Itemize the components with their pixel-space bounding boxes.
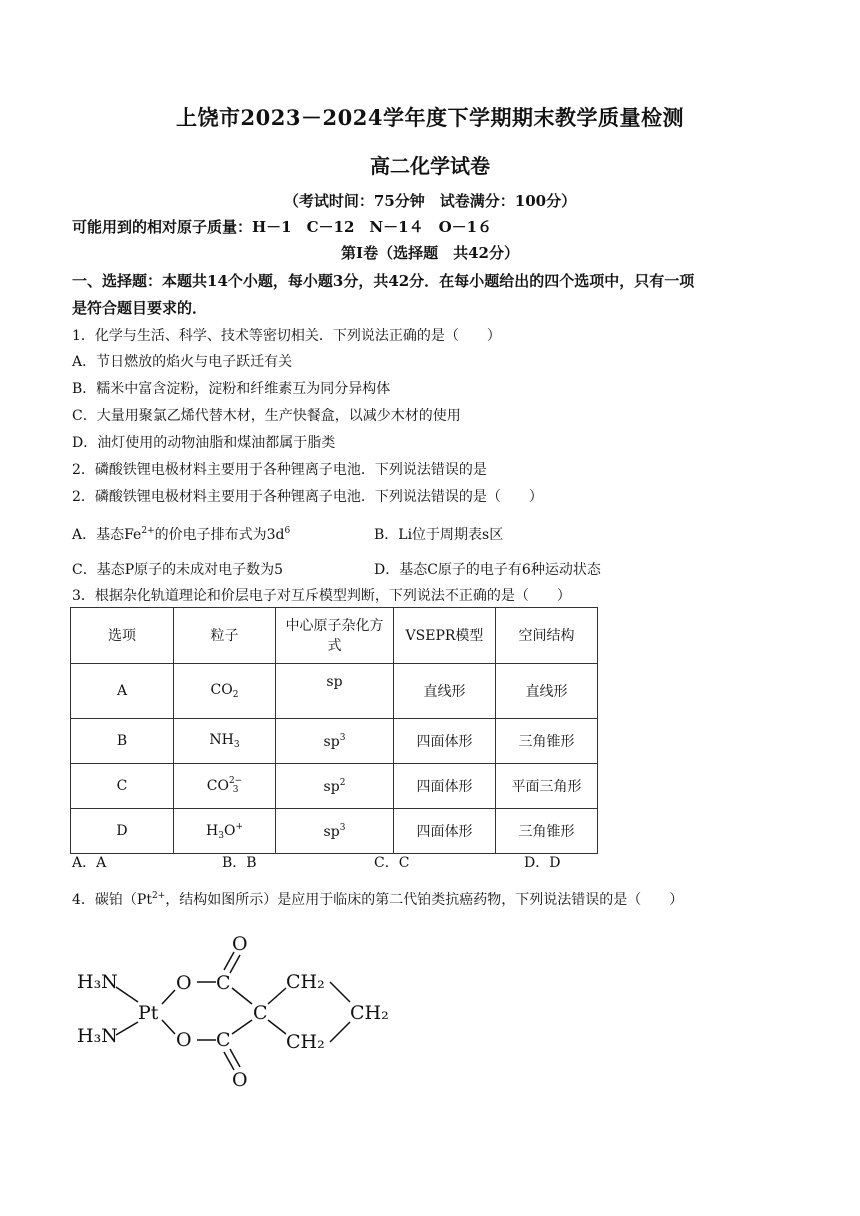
carbonyl-carbon-top: C xyxy=(216,972,231,994)
carbonyl-carbon-bottom: C xyxy=(216,1029,231,1051)
cell-hybridization: $sp^3$ xyxy=(276,809,394,854)
ch2-top-label: CH₂ xyxy=(286,971,325,993)
carboplatin-structure xyxy=(72,930,402,1095)
oxygen-bottom-label: O xyxy=(176,1029,192,1051)
exam-title: 上饶市2023－2024学年度下学期期末教学质量检测 xyxy=(176,105,684,130)
q3-answer-b: B．B xyxy=(222,855,257,871)
carbonyl-oxygen-bottom: O xyxy=(232,1069,248,1091)
section-heading-line2: 是符合题目要求的． xyxy=(72,299,208,317)
q2-stem: 2．磷酸铁锂电极材料主要用于各种锂离子电池．下列说法错误的是（ ） xyxy=(72,489,543,505)
cell-particle: $NH_3$ xyxy=(174,719,276,764)
q2-option-d: D．基态C原子的电子有6种运动状态 xyxy=(374,562,601,578)
q1-stem: 1．化学与生活、科学、技术等密切相关．下列说法正确的是（ ） xyxy=(72,328,501,344)
cell-vsepr: 四面体形 xyxy=(394,809,496,854)
q4-stem: 4．碳铂（$Pt^{2+}$，结构如图所示）是应用于临床的第二代铂类抗癌药物，下列说法错误的是（ ） xyxy=(72,891,684,908)
q1-option-d: D．油灯使用的动物油脂和煤油都属于脂类 xyxy=(72,435,336,451)
q1-option-a: A．节日燃放的焰火与电子跃迁有关 xyxy=(72,354,293,370)
cell-vsepr: 四面体形 xyxy=(394,764,496,809)
q3-table xyxy=(70,607,598,854)
section-heading-line1: 一、选择题：本题共14个小题，每小题3分，共42分．在每小题给出的四个选项中，只有一项 xyxy=(72,272,695,290)
table-header-row xyxy=(71,608,598,664)
table-row xyxy=(71,719,598,764)
part-one-heading: 第Ⅰ卷（选择题 共42分） xyxy=(341,244,519,262)
cell-option: A xyxy=(71,664,174,719)
quaternary-carbon-label: C xyxy=(253,1002,268,1024)
cell-shape: 三角锥形 xyxy=(496,719,598,764)
cell-hybridization: sp xyxy=(276,664,394,719)
q1-option-b: B．糯米中富含淀粉，淀粉和纤维素互为同分异构体 xyxy=(72,381,391,397)
cell-vsepr: 直线形 xyxy=(394,664,496,719)
header-vsepr: VSEPR模型 xyxy=(394,608,496,664)
cell-option: B xyxy=(71,719,174,764)
q2-option-c: C．基态P原子的未成对电子数为5 xyxy=(72,562,284,578)
q2-stem-duplicate: 2．磷酸铁锂电极材料主要用于各种锂离子电池．下列说法错误的是 xyxy=(72,462,487,478)
carbonyl-oxygen-top: O xyxy=(232,933,248,955)
header-hybridization: 中心原子杂化方式 xyxy=(276,608,394,664)
atomic-mass-line: 可能用到的相对原子质量：H－1 C－12 N－1４ O－1６ xyxy=(72,218,493,236)
cell-shape: 三角锥形 xyxy=(496,809,598,854)
header-shape: 空间结构 xyxy=(496,608,598,664)
nh3-bottom-label: H₃N xyxy=(77,1025,118,1047)
q3-answer-d: D．D xyxy=(524,855,561,871)
pt-label: Pt xyxy=(138,1002,159,1024)
q2-option-b: B．Li位于周期表s区 xyxy=(374,527,504,543)
cell-particle: CO 2− 3 xyxy=(174,764,276,809)
subject-title: 高二化学试卷 xyxy=(370,154,490,178)
ch2-bottom-label: CH₂ xyxy=(286,1031,325,1053)
cell-shape: 平面三角形 xyxy=(496,764,598,809)
cell-option: D xyxy=(71,809,174,854)
cell-hybridization: $sp^2$ xyxy=(276,764,394,809)
header-option: 选项 xyxy=(71,608,174,664)
q3-answer-c: C．C xyxy=(374,855,410,871)
cell-option: C xyxy=(71,764,174,809)
oxygen-top-label: O xyxy=(176,972,192,994)
table-row xyxy=(71,764,598,809)
q3-stem: 3．根据杂化轨道理论和价层电子对互斥模型判断，下列说法不正确的是（ ） xyxy=(72,588,571,604)
q3-answer-a: A．A xyxy=(72,855,107,871)
table-row xyxy=(71,809,598,854)
q1-option-c: C．大量用聚氯乙烯代替木材，生产快餐盒，以减少木材的使用 xyxy=(72,408,461,424)
cell-vsepr: 四面体形 xyxy=(394,719,496,764)
cell-shape: 直线形 xyxy=(496,664,598,719)
cell-hybridization: $sp^3$ xyxy=(276,719,394,764)
q2-option-a: A．基态$Fe^{2+}$的价电子排布式为$3d^6$ xyxy=(72,526,291,543)
exam-info: （考试时间：75分钟 试卷满分：100分） xyxy=(283,192,577,210)
nh3-top-label: H₃N xyxy=(77,971,118,993)
header-particle: 粒子 xyxy=(174,608,276,664)
cell-particle: $H_3O^+$ xyxy=(174,809,276,854)
ch2-right-label: CH₂ xyxy=(350,1002,389,1024)
cell-particle: $CO_2$ xyxy=(174,664,276,719)
table-row xyxy=(71,664,598,719)
